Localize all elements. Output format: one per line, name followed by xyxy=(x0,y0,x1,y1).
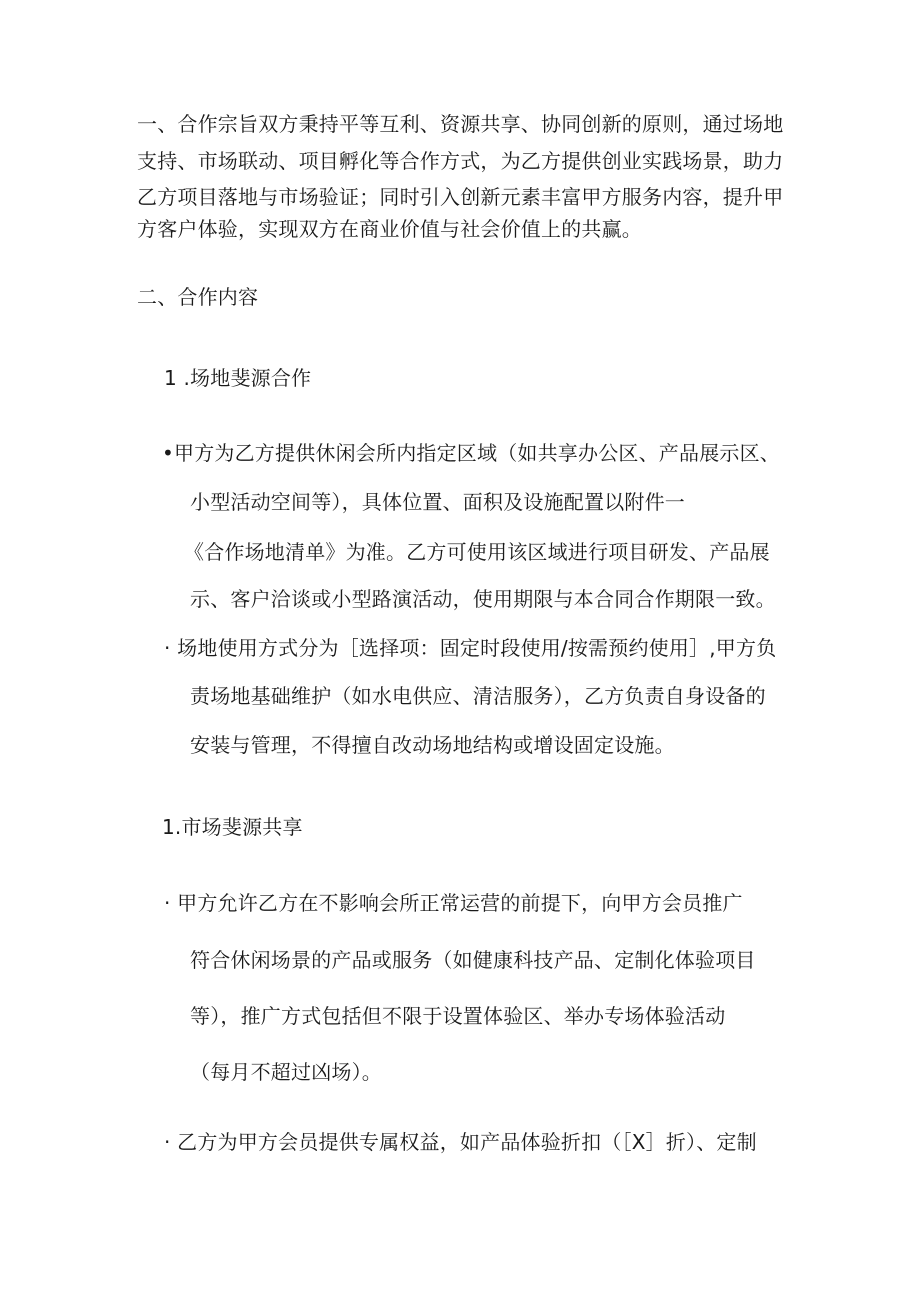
sub1-heading: 1 .场地斐源合作 xyxy=(164,366,312,390)
sub1-bullet2-line-3: 安装与管理，不得擅自改动场地结构或增设固定设施。 xyxy=(190,733,675,757)
sub1-bullet2-line-1: · 场地使用方式分为［选择项：固定时段使用/按需预约使用］,甲方负 xyxy=(164,636,777,660)
sub1-bullet1-line-1: •甲方为乙方提供休闲会所内指定区域（如共享办公区、产品展示区、 xyxy=(162,441,780,465)
section1-line-2: 支持、市场联动、项目孵化等合作方式，为乙方提供创业实践场景，助力 xyxy=(137,149,784,173)
sub1-bullet1-line-3: 《合作场地清单》为准。乙方可使用该区域进行项目研发、产品展 xyxy=(184,540,770,564)
section1-line-3: 乙方项目落地与市场验证；同时引入创新元素丰富甲方服务内容，提升甲 xyxy=(137,185,784,209)
sub1-bullet1-line-2: 小型活动空间等），具体位置、面积及设施配置以附件一 xyxy=(190,490,685,514)
sub1-bullet2-line-2: 责场地基础维护（如水电供应、清洁服务），乙方负责自身设备的 xyxy=(190,684,766,708)
sub2-bullet1-line-4: （每月不超过凶场）。 xyxy=(190,1060,382,1084)
sub2-bullet1-line-2: 符合休闲场景的产品或服务（如健康科技产品、定制化体验项目 xyxy=(190,948,756,972)
sub2-bullet1-line-3: 等），推广方式包括但不限于设置体验区、举办专场体验活动 xyxy=(190,1004,726,1028)
sub2-heading: 1.市场斐源共享 xyxy=(162,815,303,839)
section1-line-1: 一、合作宗旨双方秉持平等互利、资源共享、协同创新的原则，通过场地 xyxy=(137,112,784,136)
sub1-bullet1-line-4: 示、客户洽谈或小型路演活动，使用期限与本合同合作期限一致。 xyxy=(190,587,776,611)
section2-heading: 二、合作内容 xyxy=(137,285,259,309)
sub2-bullet2-line-1: · 乙方为甲方会员提供专属权益，如产品体验折扣（［X］折）、定制 xyxy=(164,1130,757,1154)
sub2-bullet1-line-1: · 甲方允许乙方在不影响会所正常运营的前提下，向甲方会员推广 xyxy=(164,891,743,915)
section1-line-4: 方客户体验，实现双方在商业价值与社会价值上的共赢。 xyxy=(137,217,642,241)
